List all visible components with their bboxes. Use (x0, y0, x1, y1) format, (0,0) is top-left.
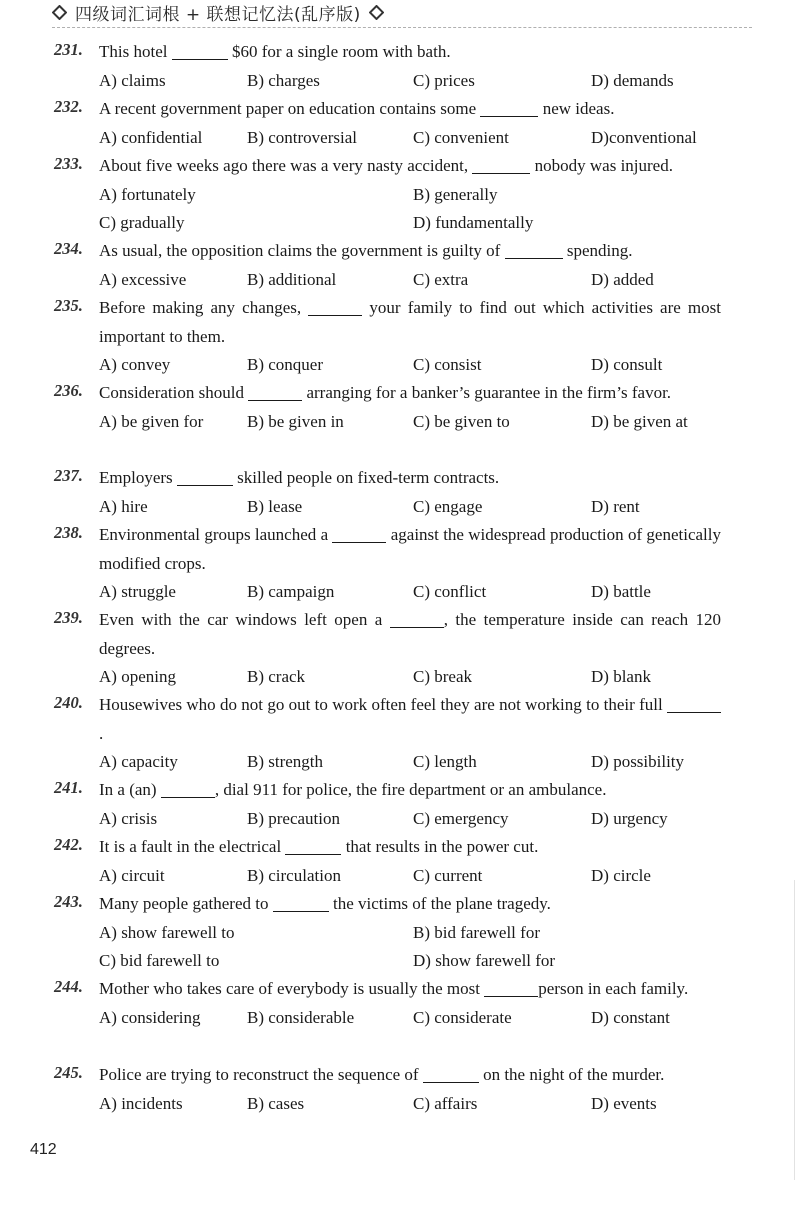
option-d: D) possibility (591, 752, 685, 772)
question-239 (0, 606, 800, 692)
option-d: D) show farewell for (413, 951, 556, 971)
option-a: A) crisis (99, 808, 158, 828)
book-title: 四级词汇词根 + 联想记忆法(乱序版) (75, 4, 361, 25)
option-a: A) incidents (99, 1093, 183, 1113)
question-233 (0, 152, 800, 238)
answer-blank (172, 42, 228, 60)
question-number: 245. (54, 1063, 83, 1082)
option-a: A) be given for (99, 411, 204, 431)
option-d: D) events (591, 1093, 657, 1113)
question-stem: Employers skilled people on fixed-term contracts. (99, 468, 500, 487)
option-b: B) strength (247, 752, 324, 772)
answer-blank (423, 1065, 479, 1083)
option-b: B) cases (247, 1093, 305, 1113)
option-d: D) demands (591, 70, 674, 90)
option-b: B) considerable (247, 1007, 355, 1027)
question-stem: Housewives who do not go out to work often feel they are not working to their full . (99, 691, 721, 748)
question-stem: Mother who takes care of everybody is usually the most person in each family. (99, 979, 689, 998)
answer-blank (332, 525, 386, 543)
question-stem: Consideration should arranging for a banker’s guarantee in the firm’s favor. (99, 383, 672, 402)
question-238 (0, 521, 800, 607)
option-a: A) show farewell to (99, 922, 235, 942)
option-d: D) rent (591, 496, 640, 516)
option-b: B) crack (247, 667, 306, 687)
option-a: A) claims (99, 70, 166, 90)
answer-options (0, 748, 800, 777)
answer-options (0, 124, 800, 153)
option-b: B) lease (247, 496, 303, 516)
answer-blank (273, 894, 329, 912)
answer-blank (472, 156, 530, 174)
option-d: D) circle (591, 865, 651, 885)
question-235 (0, 294, 800, 380)
option-a: A) struggle (99, 582, 176, 602)
option-b: B) controversial (247, 127, 357, 147)
answer-options (0, 862, 800, 891)
question-number: 238. (54, 523, 83, 542)
question-number: 235. (54, 296, 83, 315)
option-b: B) circulation (247, 865, 341, 885)
question-number: 237. (54, 466, 83, 485)
option-d: D)conventional (591, 127, 697, 147)
question-231 (0, 38, 800, 95)
option-a: A) circuit (99, 865, 165, 885)
option-a: A) excessive (99, 269, 187, 289)
question-stem: About five weeks ago there was a very nasty accident, nobody was injured. (99, 156, 673, 175)
question-number: 239. (54, 608, 83, 627)
answer-options (0, 351, 800, 380)
option-a: A) convey (99, 355, 171, 375)
option-c: C) current (413, 865, 483, 885)
answer-options (0, 947, 800, 976)
option-c: C) bid farewell to (99, 951, 220, 971)
option-c: C) engage (413, 496, 483, 516)
page-number: 412 (30, 1141, 57, 1158)
answer-blank (667, 695, 721, 713)
question-stem: Even with the car windows left open a , the temperature inside can reach 120 degrees. (99, 610, 722, 658)
answer-blank (390, 610, 444, 628)
answer-blank (248, 383, 302, 401)
question-number: 240. (54, 693, 83, 712)
question-number: 233. (54, 154, 83, 173)
question-241 (0, 776, 800, 833)
question-236 (0, 379, 800, 436)
option-d: D) blank (591, 667, 651, 687)
question-240 (0, 691, 800, 777)
option-c: C) emergency (413, 808, 509, 828)
question-stem: In a (an) , dial 911 for police, the fire department or an ambulance. (99, 780, 607, 799)
answer-blank (480, 99, 538, 117)
option-c: C) convenient (413, 127, 509, 147)
option-a: A) opening (99, 667, 176, 687)
answer-options (0, 181, 800, 210)
answer-blank (308, 298, 362, 316)
option-b: B) additional (247, 269, 337, 289)
answer-options (0, 805, 800, 834)
answer-options (0, 919, 800, 948)
option-a: A) hire (99, 496, 148, 516)
question-232 (0, 95, 800, 152)
answer-options (0, 67, 800, 96)
answer-options (0, 1004, 800, 1033)
option-c: C) prices (413, 70, 475, 90)
answer-blank (285, 837, 341, 855)
option-b: B) campaign (247, 582, 335, 602)
option-c: C) conflict (413, 582, 487, 602)
option-c: C) consist (413, 355, 482, 375)
option-d: D) consult (591, 355, 663, 375)
option-c: C) gradually (99, 213, 185, 233)
question-stem: Environmental groups launched a against the widespread production of genetically modified crops. (99, 525, 721, 573)
question-stem: This hotel $60 for a single room with bath. (99, 42, 451, 61)
question-number: 241. (54, 778, 83, 797)
option-c: C) break (413, 667, 473, 687)
question-stem: Before making any changes, your family to find out which activities are most important to them. (99, 298, 721, 346)
question-stem: It is a fault in the electrical that results in the power cut. (99, 837, 539, 856)
diamond-ornament-icon (369, 5, 384, 20)
option-d: D) battle (591, 582, 651, 602)
option-a: A) confidential (99, 127, 203, 147)
answer-options (0, 266, 800, 295)
answer-blank (505, 241, 563, 259)
option-a: A) capacity (99, 752, 178, 772)
answer-options (0, 578, 800, 607)
option-c: C) affairs (413, 1093, 478, 1113)
option-b: B) charges (247, 70, 320, 90)
option-d: D) fundamentally (413, 213, 534, 233)
question-245 (0, 1061, 800, 1118)
question-number: 232. (54, 97, 83, 116)
option-c: C) length (413, 752, 477, 772)
question-number: 244. (54, 977, 83, 996)
answer-blank (177, 468, 233, 486)
running-header (52, 0, 752, 24)
question-number: 243. (54, 892, 83, 911)
option-b: B) precaution (247, 808, 340, 828)
question-242 (0, 833, 800, 890)
option-d: D) urgency (591, 808, 668, 828)
option-b: B) conquer (247, 355, 324, 375)
question-stem: Many people gathered to the victims of the plane tragedy. (99, 894, 551, 913)
option-d: D) constant (591, 1007, 670, 1027)
question-number: 231. (54, 40, 83, 59)
question-stem: As usual, the opposition claims the government is guilty of spending. (99, 241, 633, 260)
question-stem: Police are trying to reconstruct the sequence of on the night of the murder. (99, 1065, 665, 1084)
option-c: C) be given to (413, 411, 510, 431)
option-a: A) considering (99, 1007, 201, 1027)
question-237 (0, 464, 800, 521)
option-d: D) be given at (591, 411, 688, 431)
answer-blank (161, 780, 215, 798)
question-number: 234. (54, 239, 83, 258)
option-a: A) fortunately (99, 184, 196, 204)
header-divider (52, 27, 752, 28)
option-c: C) considerate (413, 1007, 512, 1027)
question-stem: A recent government paper on education contains some new ideas. (99, 99, 615, 118)
answer-options (0, 408, 800, 437)
page-edge-line (794, 880, 795, 1180)
question-244 (0, 975, 800, 1032)
option-b: B) generally (413, 184, 498, 204)
answer-options (0, 493, 800, 522)
diamond-ornament-icon (52, 5, 67, 20)
answer-blank (484, 979, 538, 997)
question-number: 242. (54, 835, 83, 854)
option-d: D) added (591, 269, 654, 289)
option-c: C) extra (413, 269, 469, 289)
answer-options (0, 1090, 800, 1119)
question-234 (0, 237, 800, 294)
question-number: 236. (54, 381, 83, 400)
answer-options (0, 209, 800, 238)
answer-options (0, 663, 800, 692)
question-243 (0, 890, 800, 976)
option-b: B) be given in (247, 411, 344, 431)
option-b: B) bid farewell for (413, 922, 540, 942)
